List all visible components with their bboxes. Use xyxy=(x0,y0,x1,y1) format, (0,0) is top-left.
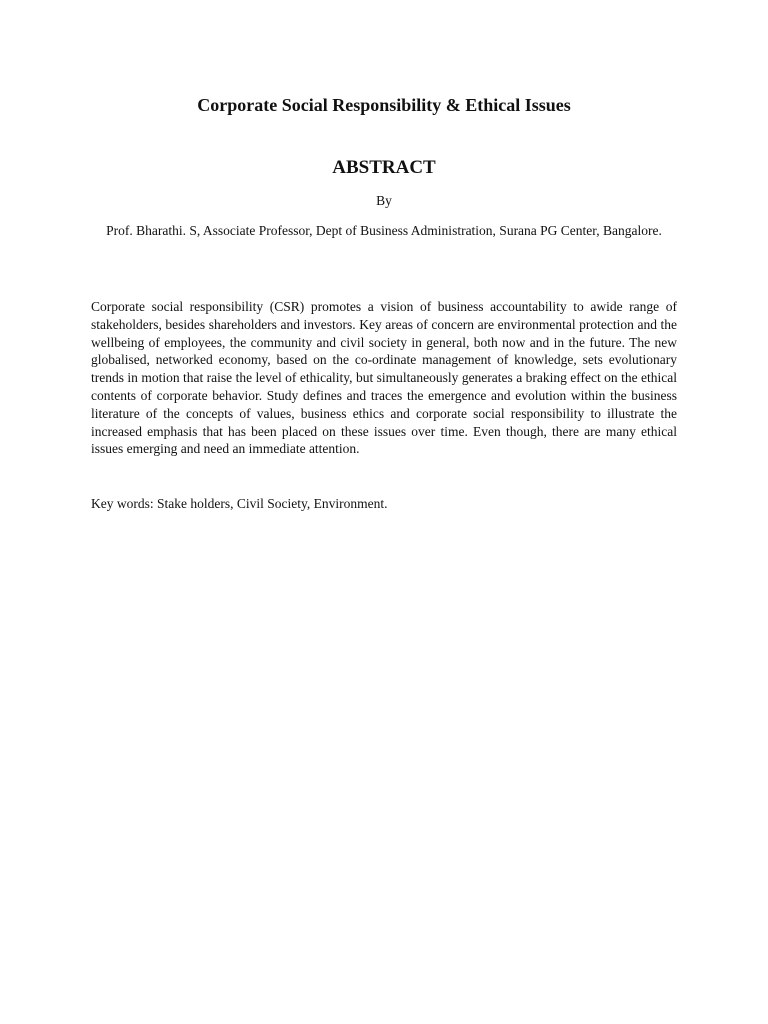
author-affiliation: Prof. Bharathi. S, Associate Professor, Dept of Business Administration, Surana PG Center, Bangalore. xyxy=(106,223,662,238)
keywords-line: Key words: Stake holders, Civil Society, Environment. xyxy=(91,496,388,511)
paper-title: Corporate Social Responsibility & Ethical Issues xyxy=(197,95,571,115)
by-line: By xyxy=(376,193,392,208)
abstract-paragraph: Corporate social responsibility (CSR) promotes a vision of business accountability to awide range of stakeholders, besides shareholders and investors. Key areas of concern are environmental protection and the wellbeing of employees, the community and civil society in general, both now and in the future. The new globalised, networked economy, based on the co-ordinate management of knowledge, sets evolutionary trends in motion that raise the level of ethicality, but simultaneously generates a braking effect on the ethical contents of corporate behavior. Study defines and traces the emergence and evolution within the business literature of the concepts of values, business ethics and corporate social responsibility to illustrate the increased emphasis that has been placed on these issues over time. Even though, there are many ethical issues emerging and need an immediate attention. xyxy=(91,299,677,457)
abstract-heading: ABSTRACT xyxy=(332,157,436,178)
